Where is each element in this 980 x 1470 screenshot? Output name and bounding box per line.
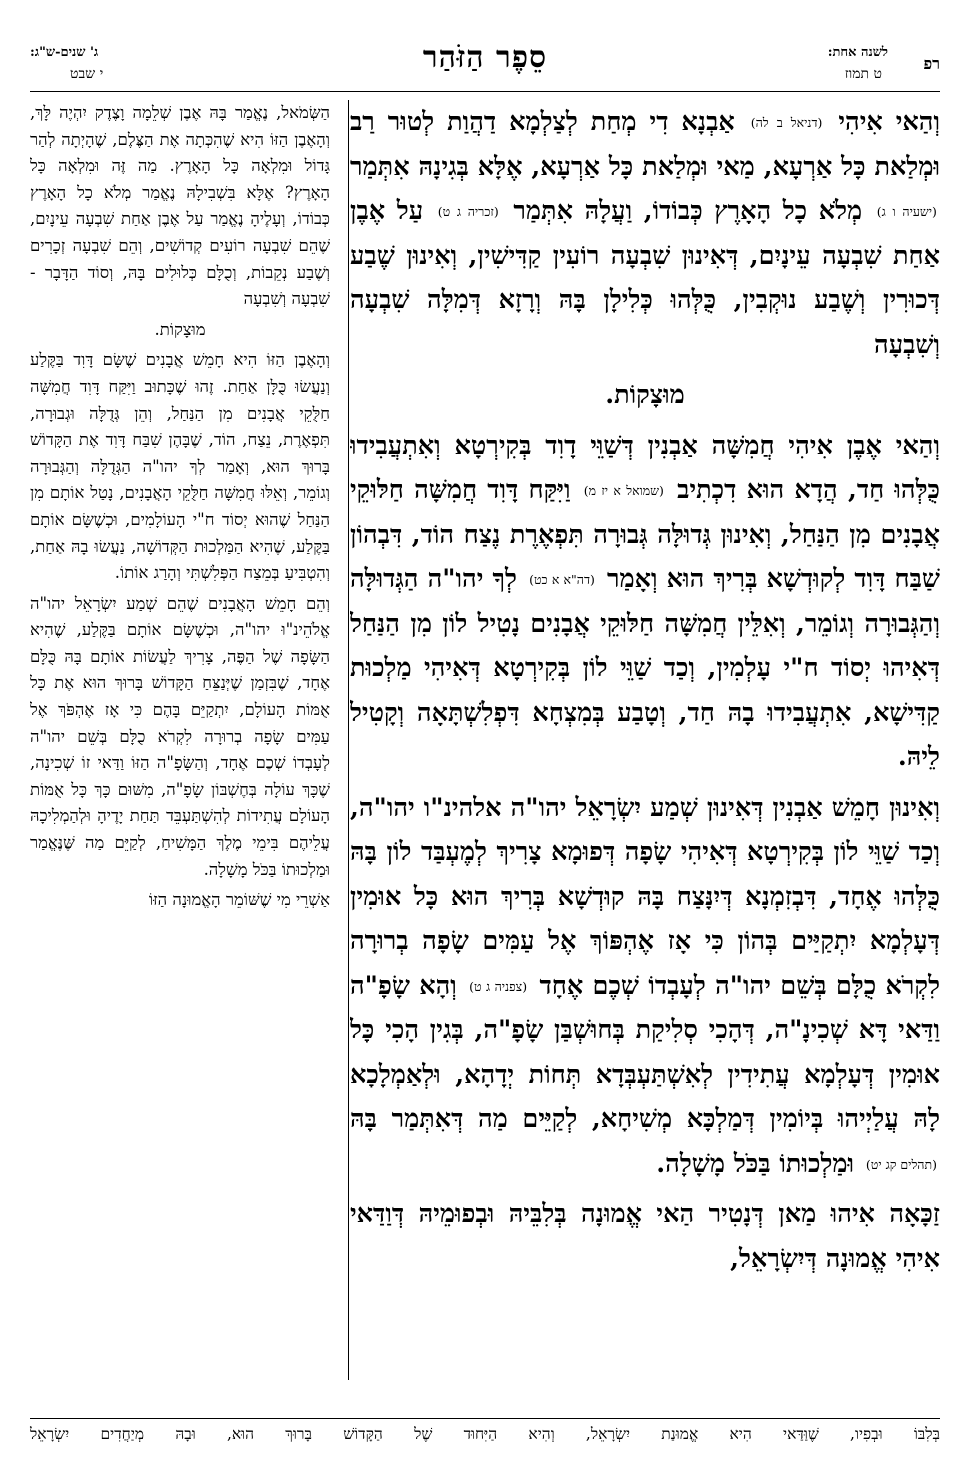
column-divider <box>348 100 349 1380</box>
main-text: וּמַלְכוּתוֹ בַּכֹּל מָשָׁלָה. <box>656 1148 855 1179</box>
main-text: וַיִּקַּח דָּוִד חֲמִשָּׁה חַלּוּקֵי אֲבָנִים מִן הַנַּחַל, וְאִינוּן גְּדוּלָּה גְּבוּרָה תִּפְאֶרֶת נֶצַח הוֹד, דִּבְהוֹן שַׁבַּח דָּוִד לְקוּדְשָׁא בְּרִיךְ הוּא וְאָמַר <box>350 475 940 594</box>
translation-paragraph: הַשְּׂמֹאל, נֶאֱמַר בָּהּ אֶבֶן שְׁלֵמָה וָצֶדֶק יִהְיֶה לָּךְ, וְהָאֶבֶן הַזּוֹ הִיא שֶׁהִכְּתָה אֶת הַצֶּלֶם, שֶׁהָיְתָה לְהַר גָּדוֹל וּמִלְאָה כָּל הָאָרֶץ. מַה זֶּה וּמִלְאָה כָּל הָאָרֶץ? אֶלָּא בִּשְׁבִילָהּ נֶאֱמַר מְלֹא כָל הָאָרֶץ כְּבוֹדוֹ, וְעָלֶיהָ נֶאֱמַר עַל אֶבֶן אַחַת שִׁבְעָה עֵינָיִם, שֶׁהֵם שִׁבְעָה רוֹעִים קְדוֹשִׁים, וְהֵם שִׁבְעָה זְכָרִים וְשֶׁבַע נְקֵבוֹת, וְכֻלָּם כְּלוּלִים בָּהּ, וְסוֹד הַדָּבָר - שִׁבְעָה וְשִׁבְעָה <box>30 103 330 309</box>
study-schedule-label-left: ג' שנים-ש"ג: <box>30 45 99 60</box>
translation-paragraph: אַשְׁרֵי מִי שֶׁשּׁוֹמֵר הָאֱמוּנָה הַזּוֹ <box>148 890 330 910</box>
main-text: וְהָא שָׂפָ"ה וַדַּאי דָּא שְׁכִינָ"ה, דְּהָכִי סְלִיקַת בְּחוּשְׁבַּן שָׂפָ"ה, בְּגִין הָכִי כָּל אוּמִין דְּעָלְמָא עֲתִידִין לְאִשְׁתַּעְבְּדָא תְּחוֹת יְדָהָא, וּלְאַמְלָכָא לָהּ עֲלַיְיהוּ בְּיוֹמִין דְּמַלְכָּא מְשִׁיחָא, לְקַיֵּים מַה דְּאִתְּמַר בָּהּ <box>350 970 940 1134</box>
main-text: אַבְנָא דִי מְחַת לְצַלְמָא דַהֲוַת לְטוּר רַב וּמְלַאת כָּל אַרְעָא, מַאי וּמְלַאת כָּל אַרְעָא, אֶלָּא בְּגִינָהּ אִתְּמַר <box>350 107 940 182</box>
main-aramaic-column <box>350 100 940 1400</box>
verse-reference: (שמואל א יז מ) <box>583 483 664 498</box>
main-paragraph-end: מוּצָקוֹת. <box>605 380 685 410</box>
page-number: רפ <box>923 54 940 73</box>
main-text: עַל אֶבֶן אַחַת שִׁבְעָה עֵינָיִם, דְּאִינוּן שִׁבְעָה רוֹעִין קַדִּישִׁין, וְאִינוּן שֶׁבַע דְּכוּרִין וְשֶׁבַע נוּקְבִין, כֻּלְּהוּ כְּלִילָן בָּהּ וְרָזָא דְּמִלָּה שִׁבְעָה וְשִׁבְעָה <box>350 196 940 360</box>
main-paragraph <box>350 100 940 367</box>
verse-reference: (ישעיה ו ג) <box>876 204 937 219</box>
translation-paragraph-end: מוּצָקוֹת. <box>154 319 206 339</box>
translation-continuation-footer: בְּלִבּוֹ וּבְפִיו, שֶׁוַּדַּאי הִיא אֱמוּנַת יִשְׂרָאֵל, וְהִיא הַיִּחוּד שֶׁל הַקָּדוֹשׁ בָּרוּךְ הוּא, וּבָהּ מְיַחֲדִים יִשְׂרָאֵל <box>30 1418 940 1444</box>
study-schedule-label: לשנה אחת: <box>827 45 888 60</box>
verse-reference: (דה"א א כט) <box>529 572 595 587</box>
main-text: וְהַאי אֶבֶן אִיהִי חֲמִשָּׁה אַבְנִין דְּשַׁוֵּי דָוִד בְּקִירְטָא וְאִתְעֲבִידוּ כֻּלְּהוּ חַד, הֲדָא הוּא דִכְתִיב <box>350 430 940 505</box>
book-title: סֵפֶר הַזֹּהַר <box>422 40 548 75</box>
main-text: וְהַאי אִיהִי <box>838 107 940 137</box>
text-columns <box>30 100 940 1400</box>
study-date-right: ט תמוז <box>844 66 882 82</box>
verse-reference: (תהלים קג יט) <box>865 1156 937 1172</box>
main-text: מְלֹא כָל הָאָרֶץ כְּבוֹדוֹ, וַעֲלָהּ אִתְּמַר <box>513 196 863 226</box>
hebrew-translation-column <box>30 100 330 1400</box>
main-paragraph: זַכָּאָה אִיהוּ מַאן דְּנָטִיר הַאי אֱמוּנָה בְּלִבֵּיהּ וּבְפוּמֵיהּ דְּוַדַּאי אִיהִי אֱמוּנָה דְּיִשְׂרָאֵל, <box>350 1199 940 1274</box>
verse-reference: (צפניה ג ט) <box>469 978 528 994</box>
main-paragraph <box>350 786 940 1187</box>
main-text: וְאִינוּן חָמֵשׁ אַבְנִין דְּאִינוּן שְׁמַע יִשְׂרָאֵל יהו"ה אלהינ"ו יהו"ה, וְכַד שַׁוֵּי לוֹן בְּקִירְטָא דְּאִיהִי שָׂפָה דְּפוּמָא צָרִיךְ לְמֶעְבַּד לוֹן בָּהּ כֻּלְּהוּ אֶחָד, דִּבְזִמְנָא דְּיִנָּצַח בָּהּ קוּדְשָׁא בְּרִיךְ הוּא כָּל אוּמִין דְּעָלְמָא יִתְקַיַּים בְּהוֹן כִּי אָז אֶהְפּוֹךְ אֶל עַמִּים שָׂפָה בְרוּרָה לִקְרֹא כֻלָּם בְּשֵׁם יהו"ה לְעָבְדוֹ שְׁכֶם אֶחָד <box>350 792 940 1001</box>
study-date-left: י שבט <box>70 66 104 82</box>
main-text: לְךָ יהו"ה הַגְּדוּלָּה וְהַגְּבוּרָה וְגוֹמֵר, וְאִלֵּין חֲמִשָּׁה חַלּוּקֵי אֲבָנִים נָטִיל לוֹן מִן הַנַּחַל דְּאִיהוּ יְסוֹד ח"י עָלְמִין, וְכַד שַׁוֵּי לוֹן בְּקִירְטָא דְּאִיהִי מַלְכוּת קַדִּישָׁא, אִתְעֲבִידוּ בָהּ חַד, וְטָבַע בְּמִצְחָא דִּפְלִשְׁתָּאָה וְקָטִיל לֵיהּ. <box>350 564 940 772</box>
translation-paragraph: וְהָאֶבֶן הַזּוֹ הִיא חָמֵשׁ אֲבָנִים שֶׁשָּׂם דָּוִד בַּקֶּלַע וְנַעֲשׂוּ כֻּלָּן אַחַת. זֶהוּ שֶׁכָּתוּב וַיִּקַּח דָּוִד חֲמִשָּׁה חַלֻּקֵי אֲבָנִים מִן הַנַּחַל, וְהֵן גְּדֻלָּה וּגְבוּרָה, תִּפְאֶרֶת, נֵצַח, הוֹד, שֶׁבָּהֶן שִׁבַּח דָּוִד אֶת הַקָּדוֹשׁ בָּרוּךְ הוּא, וְאָמַר לְךָ יהו"ה הַגְּדֻלָּה וְהַגְּבוּרָה וְגוֹמֵר, וְאֵלּוּ חֲמִשָּׁה חַלֻּקֵי הָאֲבָנִים, נָטַל אוֹתָם מִן הַנַּחַל שֶׁהוּא יְסוֹד ח"י הָעוֹלָמִים, וּכְשֶׁשָּׂם אוֹתָם בַּקֶּלַע, שֶׁהִיא הַמַּלְכוּת הַקְּדוֹשָׁה, נַעֲשׂוּ בָהּ אַחַת, וְהִטְבִּיעַ בְּמֵצַח הַפְּלִשְׁתִּי וְהָרַג אוֹתוֹ. <box>30 350 330 583</box>
header-rule <box>30 91 940 92</box>
verse-reference: (דניאל ב לה) <box>750 115 823 130</box>
translation-paragraph: וְהֵם חָמֵשׁ הָאֲבָנִים שֶׁהֵם שְׁמַע יִשְׂרָאֵל יהו"ה אֱלֹהֵינ"וּ יהו"ה, וּכְשֶׁשָּׂם אוֹתָם בַּקֶּלַע, שֶׁהִיא הַשָּׂפָה שֶׁל הַפֶּה, צָרִיךְ לַעֲשׂוֹת אוֹתָם בָּהּ כֻּלָּם אֶחָד, שֶׁבִּזְמַן שֶׁיְּנַצֵּחַ הַקָּדוֹשׁ בָּרוּךְ הוּא אֶת כָּל אֻמּוֹת הָעוֹלָם, יִתְקַיֵּם בָּהֶם כִּי אָז אֶהְפֹּךְ אֶל עַמִּים שָׂפָה בְרוּרָה לִקְרֹא כֻלָּם בְּשֵׁם יהו"ה לְעָבְדוֹ שְׁכֶם אֶחָד, וְהַשָּׂפָ"ה הַזּוֹ וַדַּאי זוֹ שְׁכִינָה, שֶׁכָּךְ עוֹלָה בְּחֶשְׁבּוֹן שָׂפָ"ה, מִשּׁוּם כָּךְ כָּל אֻמּוֹת הָעוֹלָם עֲתִידוֹת לְהִשְׁתַּעְבֵּד תַּחַת יָדֶיהָ וּלְהַמְלִיכָהּ עֲלֵיהֶם בִּימֵי מֶלֶךְ הַמָּשִׁיחַ, לְקַיֵּם מַה שֶּׁנֶּאֱמַר וּמַלְכוּתוֹ בַּכֹּל מָשָׁלָה. <box>30 593 330 879</box>
verse-reference: (זכריה ג ט) <box>437 204 499 219</box>
page-header <box>30 36 940 98</box>
main-paragraph <box>350 424 940 780</box>
